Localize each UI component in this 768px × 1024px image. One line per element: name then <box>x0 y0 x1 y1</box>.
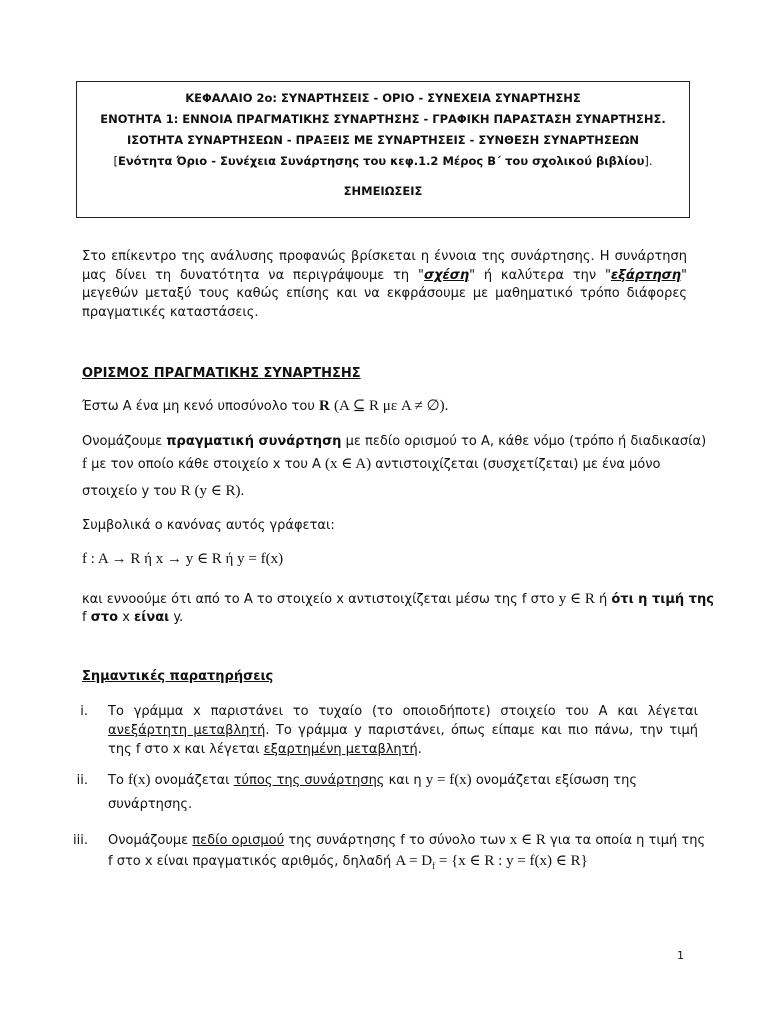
unit-subtitle: ΙΣΟΤΗΤΑ ΣΥΝΑΡΤΗΣΕΩΝ - ΠΡΑΞΕΙΣ ΜΕ ΣΥΝΑΡΤΗΣΕΙΣ - ΣΥΝΘΕΣΗ ΣΥΝΑΡΤΗΣΕΩΝ <box>126 133 639 147</box>
remark-item-3 <box>64 831 706 875</box>
definition-line-3: στοιχείο y του R (y ∈ R). <box>82 483 245 499</box>
intro-paragraph: Στο επίκεντρο της ανάλυσης προφανώς βρίσκεται η έννοια της συνάρτησης. Η συνάρτηση μας δίνει τη δυνατότητα να περιγράψουμε τη "σχέση" ή καλύτερα την "εξάρτηση" μεγεθών μεταξύ τους καθώς επίσης και να εκφράσουμε με μαθηματικό τρόπο διάφορες πραγματικές καταστάσεις. <box>82 249 688 320</box>
remark-text: Το f(x) ονομάζεται τύπος της συνάρτησης και η y = f(x) ονομάζεται εξίσωση της συνάρτησης. <box>108 772 637 812</box>
definition-line-2: f με τον οποίο κάθε στοιχείο x του A (x ∈ A) αντιστοιχίζεται (συσχετίζεται) με ένα μόνο <box>82 456 661 472</box>
textbook-reference <box>77 151 689 172</box>
remark-number: i. <box>80 704 88 719</box>
definition-line-1: Ονομάζουμε πραγματική συνάρτηση με πεδίο ορισμού το A, κάθε νόμο (τρόπο ή διαδικασία) <box>82 434 707 449</box>
math-y-in-R: R (y ∈ R). <box>180 483 245 499</box>
remark-text: Ονομάζουμε πεδίο ορισμού της συνάρτησης f το σύνολο των x ∈ R για τα οποία η τιμή της f στο x είναι πραγματικός αριθμός, δηλαδή $A = D_f = \{x$ ∈ R : y = f(x) ∈ R} <box>108 832 706 871</box>
bracket-open: [ <box>113 154 118 168</box>
remark-number: iii. <box>73 833 88 848</box>
keyword-relation: σχέση <box>423 267 470 283</box>
bracket-close: ]. <box>644 154 653 168</box>
definition-title: ΟΡΙΣΜΟΣ ΠΡΑΓΜΑΤΙΚΗΣ ΣΥΝΑΡΤΗΣΗΣ <box>82 366 361 381</box>
chapter-title: ΚΕΦΑΛΑΙΟ 2ο: ΣΥΝΑΡΤΗΣΕΙΣ - ΟΡΙΟ - ΣΥΝΕΧΕΙΑ ΣΥΝΑΡΤΗΣΗΣ <box>185 91 581 105</box>
function-formula-term: τύπος της συνάρτησης <box>233 773 385 788</box>
unit-title: ΕΝΟΤΗΤΑ 1: ΕΝΝΟΙΑ ΠΡΑΓΜΑΤΙΚΗΣ ΣΥΝΑΡΤΗΣΗΣ - ΓΡΑΦΙΚΗ ΠΑΡΑΣΤΑΣΗ ΣΥΝΑΡΤΗΣΗΣ. <box>100 112 666 126</box>
domain-term: πεδίο ορισμού <box>192 833 285 848</box>
math-subset-condition: (A ⊆ R με A ≠ ∅). <box>333 398 449 414</box>
notes-heading: ΣΗΜΕΙΩΣΕΙΣ <box>343 184 423 198</box>
textbook-reference-text: Ενότητα Όριο - Συνέχεια Συνάρτησης του κεφ.1.2 Μέρος Β΄ του σχολικού βιβλίου <box>117 154 645 168</box>
math-R: R <box>318 398 330 414</box>
remark-text: Το γράμμα x παριστάνει το τυχαίο (το οποιοδήποτε) στοιχείο του A και λέγεται ανεξάρτητη μεταβλητή. Το γράμμα y παριστάνει, όπως είπαμε και πιο πάνω, την τιμή της f στο x και λέγεται εξαρτημένη μεταβλητή. <box>108 704 698 757</box>
remarks-title: Σημαντικές παρατηρήσεις <box>82 669 274 684</box>
definition-premise: Έστω A ένα μη κενό υποσύνολο του R (A ⊆ R με A ≠ ∅). <box>82 398 449 414</box>
meaning-line-2: f στο x είναι y. <box>82 610 184 625</box>
page-number: 1 <box>677 949 684 962</box>
keyword-dependence: εξάρτηση <box>610 267 682 283</box>
independent-variable-term: ανεξάρτητη μεταβλητή <box>108 723 266 738</box>
dependent-variable-term: εξαρτημένη μεταβλητή <box>263 742 418 757</box>
math-y-in-R-2: y ∈ R <box>558 591 595 607</box>
domain-formula: $A = D_f = \{x$ ∈ R : y = f(x) ∈ R} <box>395 853 588 871</box>
keyword-real-function: πραγματική συνάρτηση <box>166 434 342 449</box>
symbolic-intro: Συμβολικά ο κανόνας αυτός γράφεται: <box>82 518 335 533</box>
math-x-in-A: (x ∈ A) <box>325 456 372 472</box>
remark-item-2 <box>64 771 694 815</box>
remark-number: ii. <box>76 773 88 788</box>
remark-item-1 <box>64 702 698 757</box>
function-formula: f : A → R ή x → y ∈ R ή y = f(x) <box>82 551 284 567</box>
meaning-line-1: και εννοούμε ότι από το A το στοιχείο x αντιστοιχίζεται μέσω της f στο y ∈ R ή ότι η τιμή της <box>82 591 714 607</box>
chapter-header-box <box>76 81 690 218</box>
